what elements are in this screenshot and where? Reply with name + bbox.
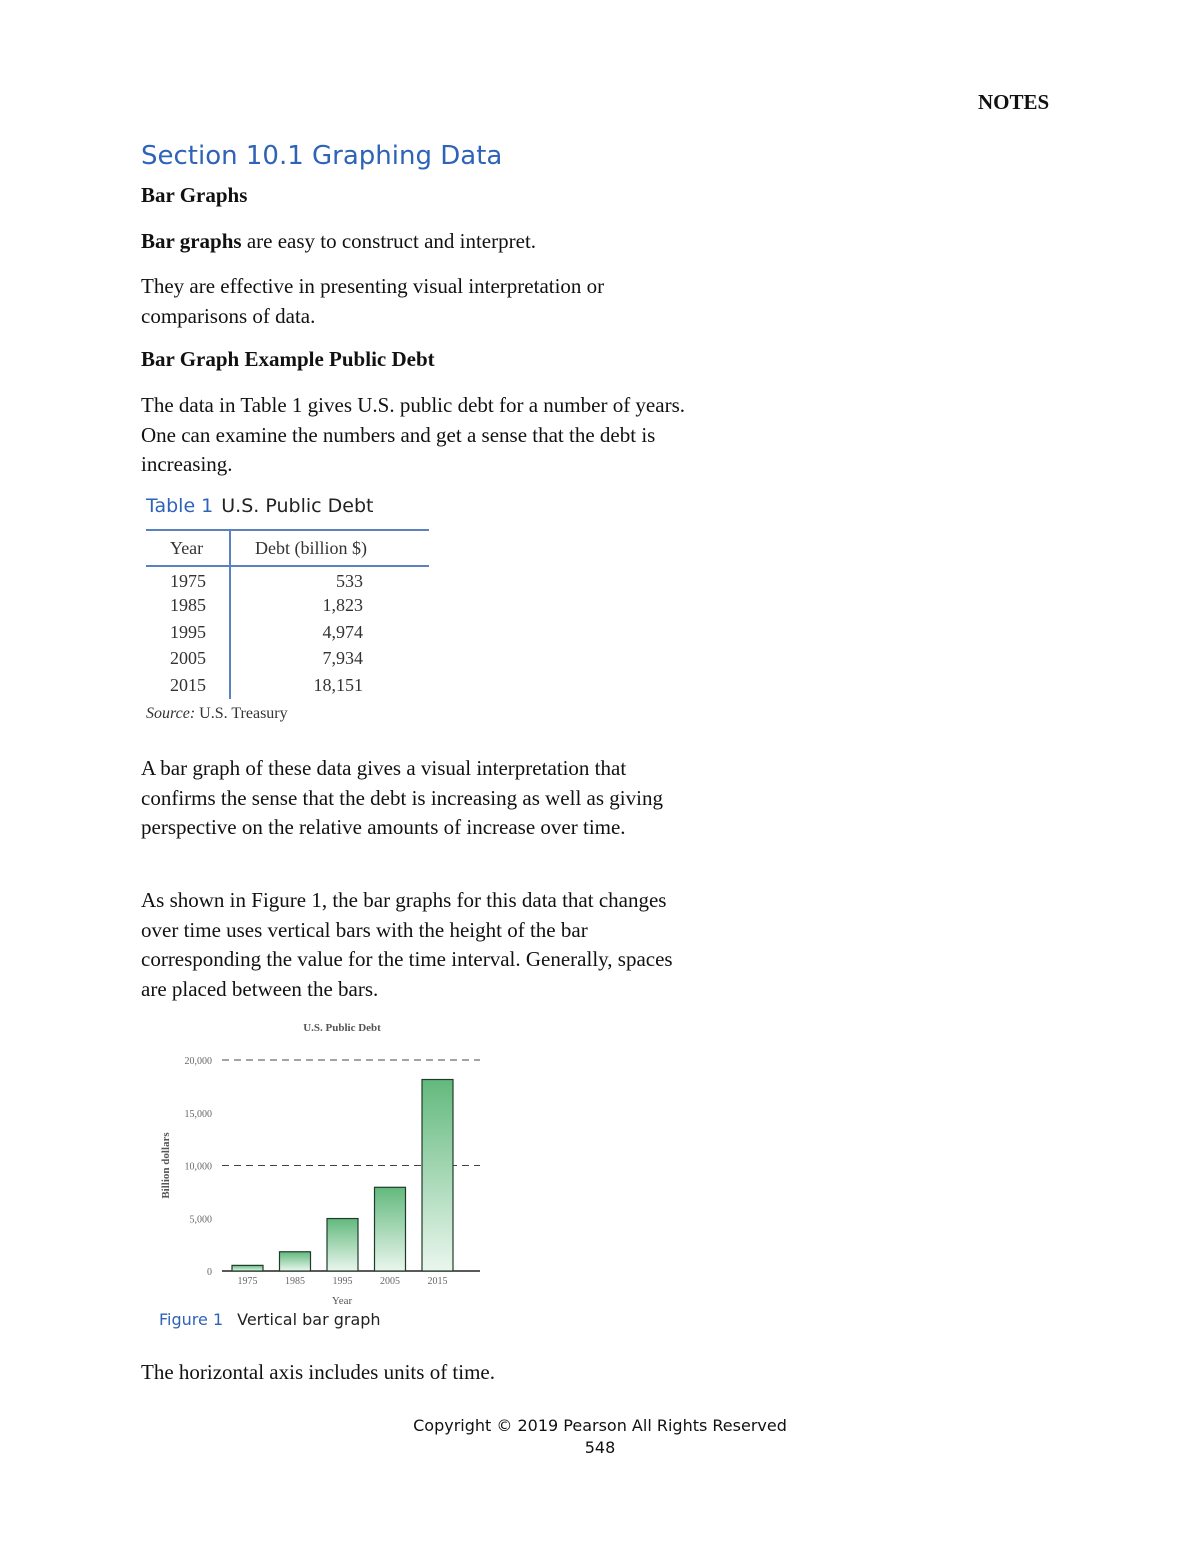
copyright-footer: Copyright © 2019 Pearson All Rights Reserved [413,1416,787,1435]
table-title: U.S. Public Debt [221,495,374,517]
table-label: Table 1 [146,495,214,517]
paragraph-text: are easy to construct and interpret. [241,229,537,253]
table-source [146,705,288,723]
x-tick-label: 2005 [380,1276,400,1287]
y-axis-label: Billion dollars [160,1132,172,1199]
figure-caption [159,1310,381,1329]
page-number: 548 [584,1438,616,1457]
cell-debt: 18,151 [313,674,363,695]
source-label: Source: [146,705,196,722]
table-row [146,566,429,593]
section-title: Section 10.1 Graphing Data [141,141,503,171]
x-tick-label: 1985 [285,1276,305,1287]
heading-bar-graphs: Bar Graphs [141,183,248,207]
column-header-debt: Debt (billion $) [230,530,429,566]
source-text: U.S. Treasury [195,705,288,722]
figure-label: Figure 1 [159,1310,224,1329]
bar-2005 [375,1187,406,1271]
public-debt-table [146,529,429,699]
cell-debt: 4,974 [322,621,363,642]
paragraph-bar-graphs-definition [141,227,711,257]
bar-1975 [232,1265,263,1271]
chart-title: U.S. Public Debt [303,1022,381,1034]
column-header-year: Year [146,530,230,566]
cell-year: 1985 [146,593,230,620]
cell-debt: 1,823 [322,595,363,616]
paragraph-effective: They are effective in presenting visual interpretation or comparisons of data. [141,274,605,328]
paragraph-table-intro: The data in Table 1 gives U.S. public debt for a number of years. One can examine the numbers and get a sense that the debt is increasing. [141,393,685,476]
figure-caption-text: Vertical bar graph [237,1310,381,1329]
term-bar-graphs: Bar graphs [141,229,242,253]
y-tick-label: 15,000 [184,1108,212,1120]
bar-chart [150,1012,490,1308]
x-axis-label: Year [331,1295,353,1307]
cell-year: 1975 [146,566,230,593]
x-tick-label: 1995 [332,1276,353,1287]
cell-year: 1995 [146,619,230,646]
cell-debt: 7,934 [322,648,363,669]
bar-2015 [422,1080,453,1271]
y-tick-label: 10,000 [184,1161,212,1173]
cell-year: 2015 [146,672,230,699]
table-row [146,619,429,646]
table-row [146,646,429,673]
y-tick-label: 0 [207,1267,212,1278]
x-tick-label: 2015 [427,1276,448,1287]
cell-year: 2005 [146,646,230,673]
x-tick-label: 1975 [237,1276,258,1287]
bar-1985 [280,1252,311,1271]
paragraph-figure-description: As shown in Figure 1, the bar graphs for this data that changes over time uses vertical bars with the height of the bar corresponding the value for the time interval. Generally, spaces are placed between the bars. [141,888,673,1001]
paragraph-horizontal-axis: The horizontal axis includes units of time. [141,1360,496,1384]
paragraph-bar-graph-interpretation: A bar graph of these data gives a visual interpretation that confirms the sense that the debt is increasing as well as giving perspective on the relative amounts of increase over time. [141,756,663,839]
y-tick-label: 5,000 [189,1214,212,1226]
table-caption [146,495,373,517]
notes-header: NOTES [978,90,1050,114]
y-tick-label: 20,000 [184,1056,212,1067]
table-row [146,593,429,620]
table-row [146,672,429,699]
bar-1995 [327,1219,358,1271]
cell-debt: 533 [336,571,363,592]
heading-bar-graph-example: Bar Graph Example Public Debt [141,347,435,371]
